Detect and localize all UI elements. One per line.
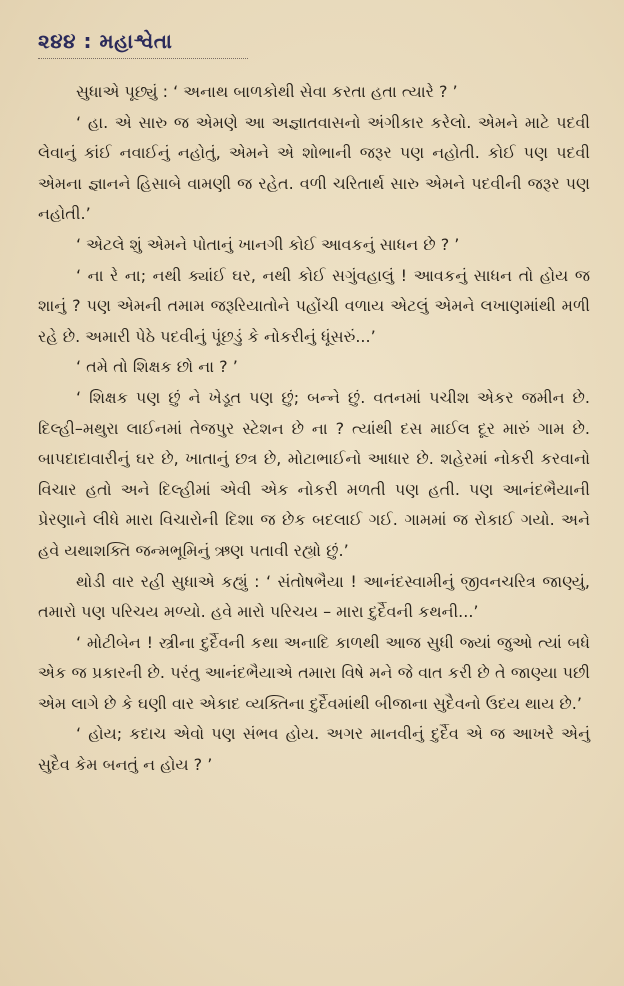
running-head: ૨૪૪ : મહાશ્વેતા xyxy=(38,29,173,53)
paragraph: ‘ તમે તો શિક્ષક છો ના ? ’ xyxy=(76,357,238,377)
body-text xyxy=(38,77,590,781)
paragraph: સુધાએ પૂછ્યું : ‘ અનાથ બાળકોથી સેવા કરતા હતા ત્યારે ? ’ xyxy=(76,82,458,101)
paragraph: ‘ હા. એ સારુ જ એમણે આ અજ્ઞાતવાસનો અંગીકાર કરેલો. એમને માટે પદવી લેવાનું કાંઈ નવાઈનું નહોતું, એમને એ શોભાની જરૂર પણ નહોતી. કોઈ પણ પદવી એમના જ્ઞાનને હિસાબે વામણી જ રહેત. વળી ચરિતાર્થ સારુ એમને પદવીની જરૂર પણ નહોતી.’ xyxy=(38,112,590,224)
paragraph: થોડી વાર રહી સુધાએ કહ્યું : ‘ સંતોષભૈયા ! આનંદસ્વામીનું જીવનચરિત્ર જાણ્યું, તમારો પણ પરિચય મળ્યો. હવે મારો પરિચય – મારા દુર્દૈવની કથની...’ xyxy=(38,571,590,622)
paragraph: ‘ હોય; કદાચ એવો પણ સંભવ હોય. અગર માનવીનું દુર્દૈવ એ જ આખરે એનું સુદૈવ કેમ બનતું ન હોય ? ’ xyxy=(38,724,590,775)
paragraph: ‘ એટલે શું એમને પોતાનું ખાનગી કોઈ આવકનું સાધન છે ? ’ xyxy=(76,234,460,254)
paragraph: ‘ મોટીબેન ! સ્ત્રીના દુર્દૈવની કથા અનાદિ કાળથી આજ સુધી જ્યાં જુઓ ત્યાં બધે એક જ પ્રકારની છે. પરંતુ આનંદભૈયાએ તમારા વિષે મને જે વાત કરી છે તે જાણ્યા પછી એમ લાગે છે કે ઘણી વાર એકાદ વ્યક્તિના દુર્દૈવમાંથી બીજાના સુદૈવનો ઉદય થાય છે.’ xyxy=(38,632,590,713)
header-rule xyxy=(38,58,248,59)
paragraph: ‘ શિક્ષક પણ છું ને ખેડૂત પણ છું; બન્ને છું. વતનમાં પચીશ એકર જમીન છે. દિલ્હી–મથુરા લાઈનમાં તેજપુર સ્ટેશન છે ના ? ત્યાંથી દસ માઈલ દૂર મારું ગામ છે. બાપદાદાવારીનું ઘર છે, ખાતાનું છત્ર છે, મોટાભાઈનો આધાર છે. શહેરમાં નોકરી કરવાનો વિચાર હતો અને દિલ્હીમાં એવી એક નોકરી મળતી પણ હતી. પણ આનંદભૈયાની પ્રેરણાને લીધે મારા વિચારોની દિશા જ છેક બદલાઈ ગઈ. ગામમાં જ રોકાઈ ગયો. અને હવે યથાશક્તિ જન્મભૂમિનું ઋણ પતાવી રહ્યો છું.’ xyxy=(38,387,590,560)
paragraph: ‘ ના રે ના; નથી ક્યાંઈ ઘર, નથી કોઈ સગુંવહાલું ! આવકનું સાધન તો હોય જ શાનું ? પણ એમની તમામ જરૂરિયાતોને પહોંચી વળાય એટલું એમને લખાણમાંથી મળી રહે છે. અમારી પેઠે પદવીનું પૂંછડું કે નોકરીનું ધૂંસરું...’ xyxy=(38,265,590,346)
